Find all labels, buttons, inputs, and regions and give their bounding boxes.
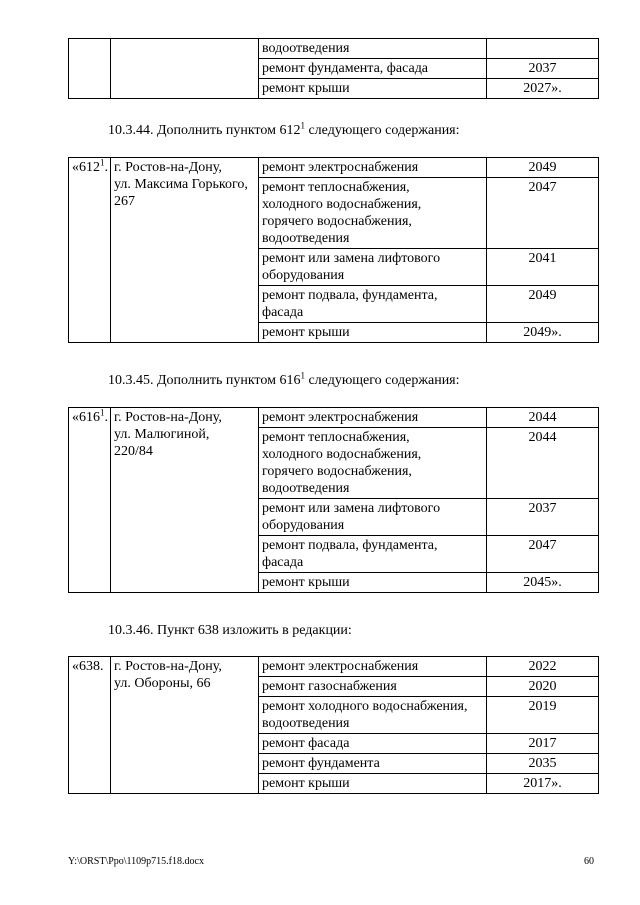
year-cell: 2049 [487, 158, 599, 178]
item-number-cell: «$616^1$. [69, 408, 111, 593]
year-cell: 2041 [487, 249, 599, 286]
work-cell: ремонт или замена лифтового оборудования [259, 249, 487, 286]
year-cell: 2017 [487, 734, 599, 754]
work-cell: ремонт холодного водоснабжения, водоотведения [259, 697, 487, 734]
table-item-638 [68, 656, 599, 794]
paragraph-10-3-44: 10.3.44. Дополнить пунктом $612^1$ следующего содержания: [108, 120, 460, 138]
item-number-cell: «638. [69, 657, 111, 794]
address-cell: г. Ростов-на-Дону, ул. Обороны, 66 [111, 657, 259, 794]
work-cell: ремонт крыши [259, 774, 487, 794]
work-cell: водоотведения [259, 39, 487, 59]
work-cell: ремонт фасада [259, 734, 487, 754]
paragraph-10-3-46: 10.3.46. Пункт 638 изложить в редакции: [108, 623, 352, 638]
work-cell: ремонт крыши [259, 323, 487, 343]
table-row [69, 39, 599, 59]
year-cell: 2017». [487, 774, 599, 794]
paragraph-10-3-45: 10.3.45. Дополнить пунктом $616^1$ следующего содержания: [108, 370, 460, 388]
year-cell: 2044 [487, 428, 599, 499]
year-cell: 2045». [487, 573, 599, 593]
page-number: 60 [584, 856, 594, 867]
work-cell: ремонт электроснабжения [259, 158, 487, 178]
work-cell: ремонт крыши [259, 79, 487, 99]
year-cell: 2037 [487, 499, 599, 536]
item-number-cell [69, 39, 111, 99]
work-cell: ремонт теплоснабжения, холодного водоснабжения, горячего водоснабжения, водоотведения [259, 178, 487, 249]
item-number-cell: «$612^1$. [69, 158, 111, 343]
work-cell: ремонт фундамента, фасада [259, 59, 487, 79]
work-cell: ремонт крыши [259, 573, 487, 593]
work-cell: ремонт подвала, фундамента, фасада [259, 536, 487, 573]
work-cell: ремонт газоснабжения [259, 677, 487, 697]
year-cell: 2047 [487, 178, 599, 249]
table-row [69, 158, 599, 178]
work-cell: ремонт электроснабжения [259, 408, 487, 428]
work-cell: ремонт электроснабжения [259, 657, 487, 677]
year-cell: 2049». [487, 323, 599, 343]
year-cell: 2027». [487, 79, 599, 99]
year-cell: 2047 [487, 536, 599, 573]
address-cell [111, 39, 259, 99]
work-cell: ремонт фундамента [259, 754, 487, 774]
table-row [69, 408, 599, 428]
year-cell: 2019 [487, 697, 599, 734]
year-cell: 2022 [487, 657, 599, 677]
year-cell: 2049 [487, 286, 599, 323]
table-item-612-1 [68, 157, 599, 343]
address-cell: г. Ростов-на-Дону, ул. Малюгиной, 220/84 [111, 408, 259, 593]
table-item-616-1 [68, 407, 599, 593]
table-continuation [68, 38, 599, 99]
table-row [69, 657, 599, 677]
year-cell: 2020 [487, 677, 599, 697]
year-cell: 2037 [487, 59, 599, 79]
year-cell: 2044 [487, 408, 599, 428]
work-cell: ремонт теплоснабжения, холодного водоснабжения, горячего водоснабжения, водоотведения [259, 428, 487, 499]
work-cell: ремонт подвала, фундамента, фасада [259, 286, 487, 323]
work-cell: ремонт или замена лифтового оборудования [259, 499, 487, 536]
address-cell: г. Ростов-на-Дону, ул. Максима Горького, 267 [111, 158, 259, 343]
footer-file-path: Y:\ORST\Ppo\1109p715.f18.docx [68, 856, 204, 867]
year-cell [487, 39, 599, 59]
year-cell: 2035 [487, 754, 599, 774]
